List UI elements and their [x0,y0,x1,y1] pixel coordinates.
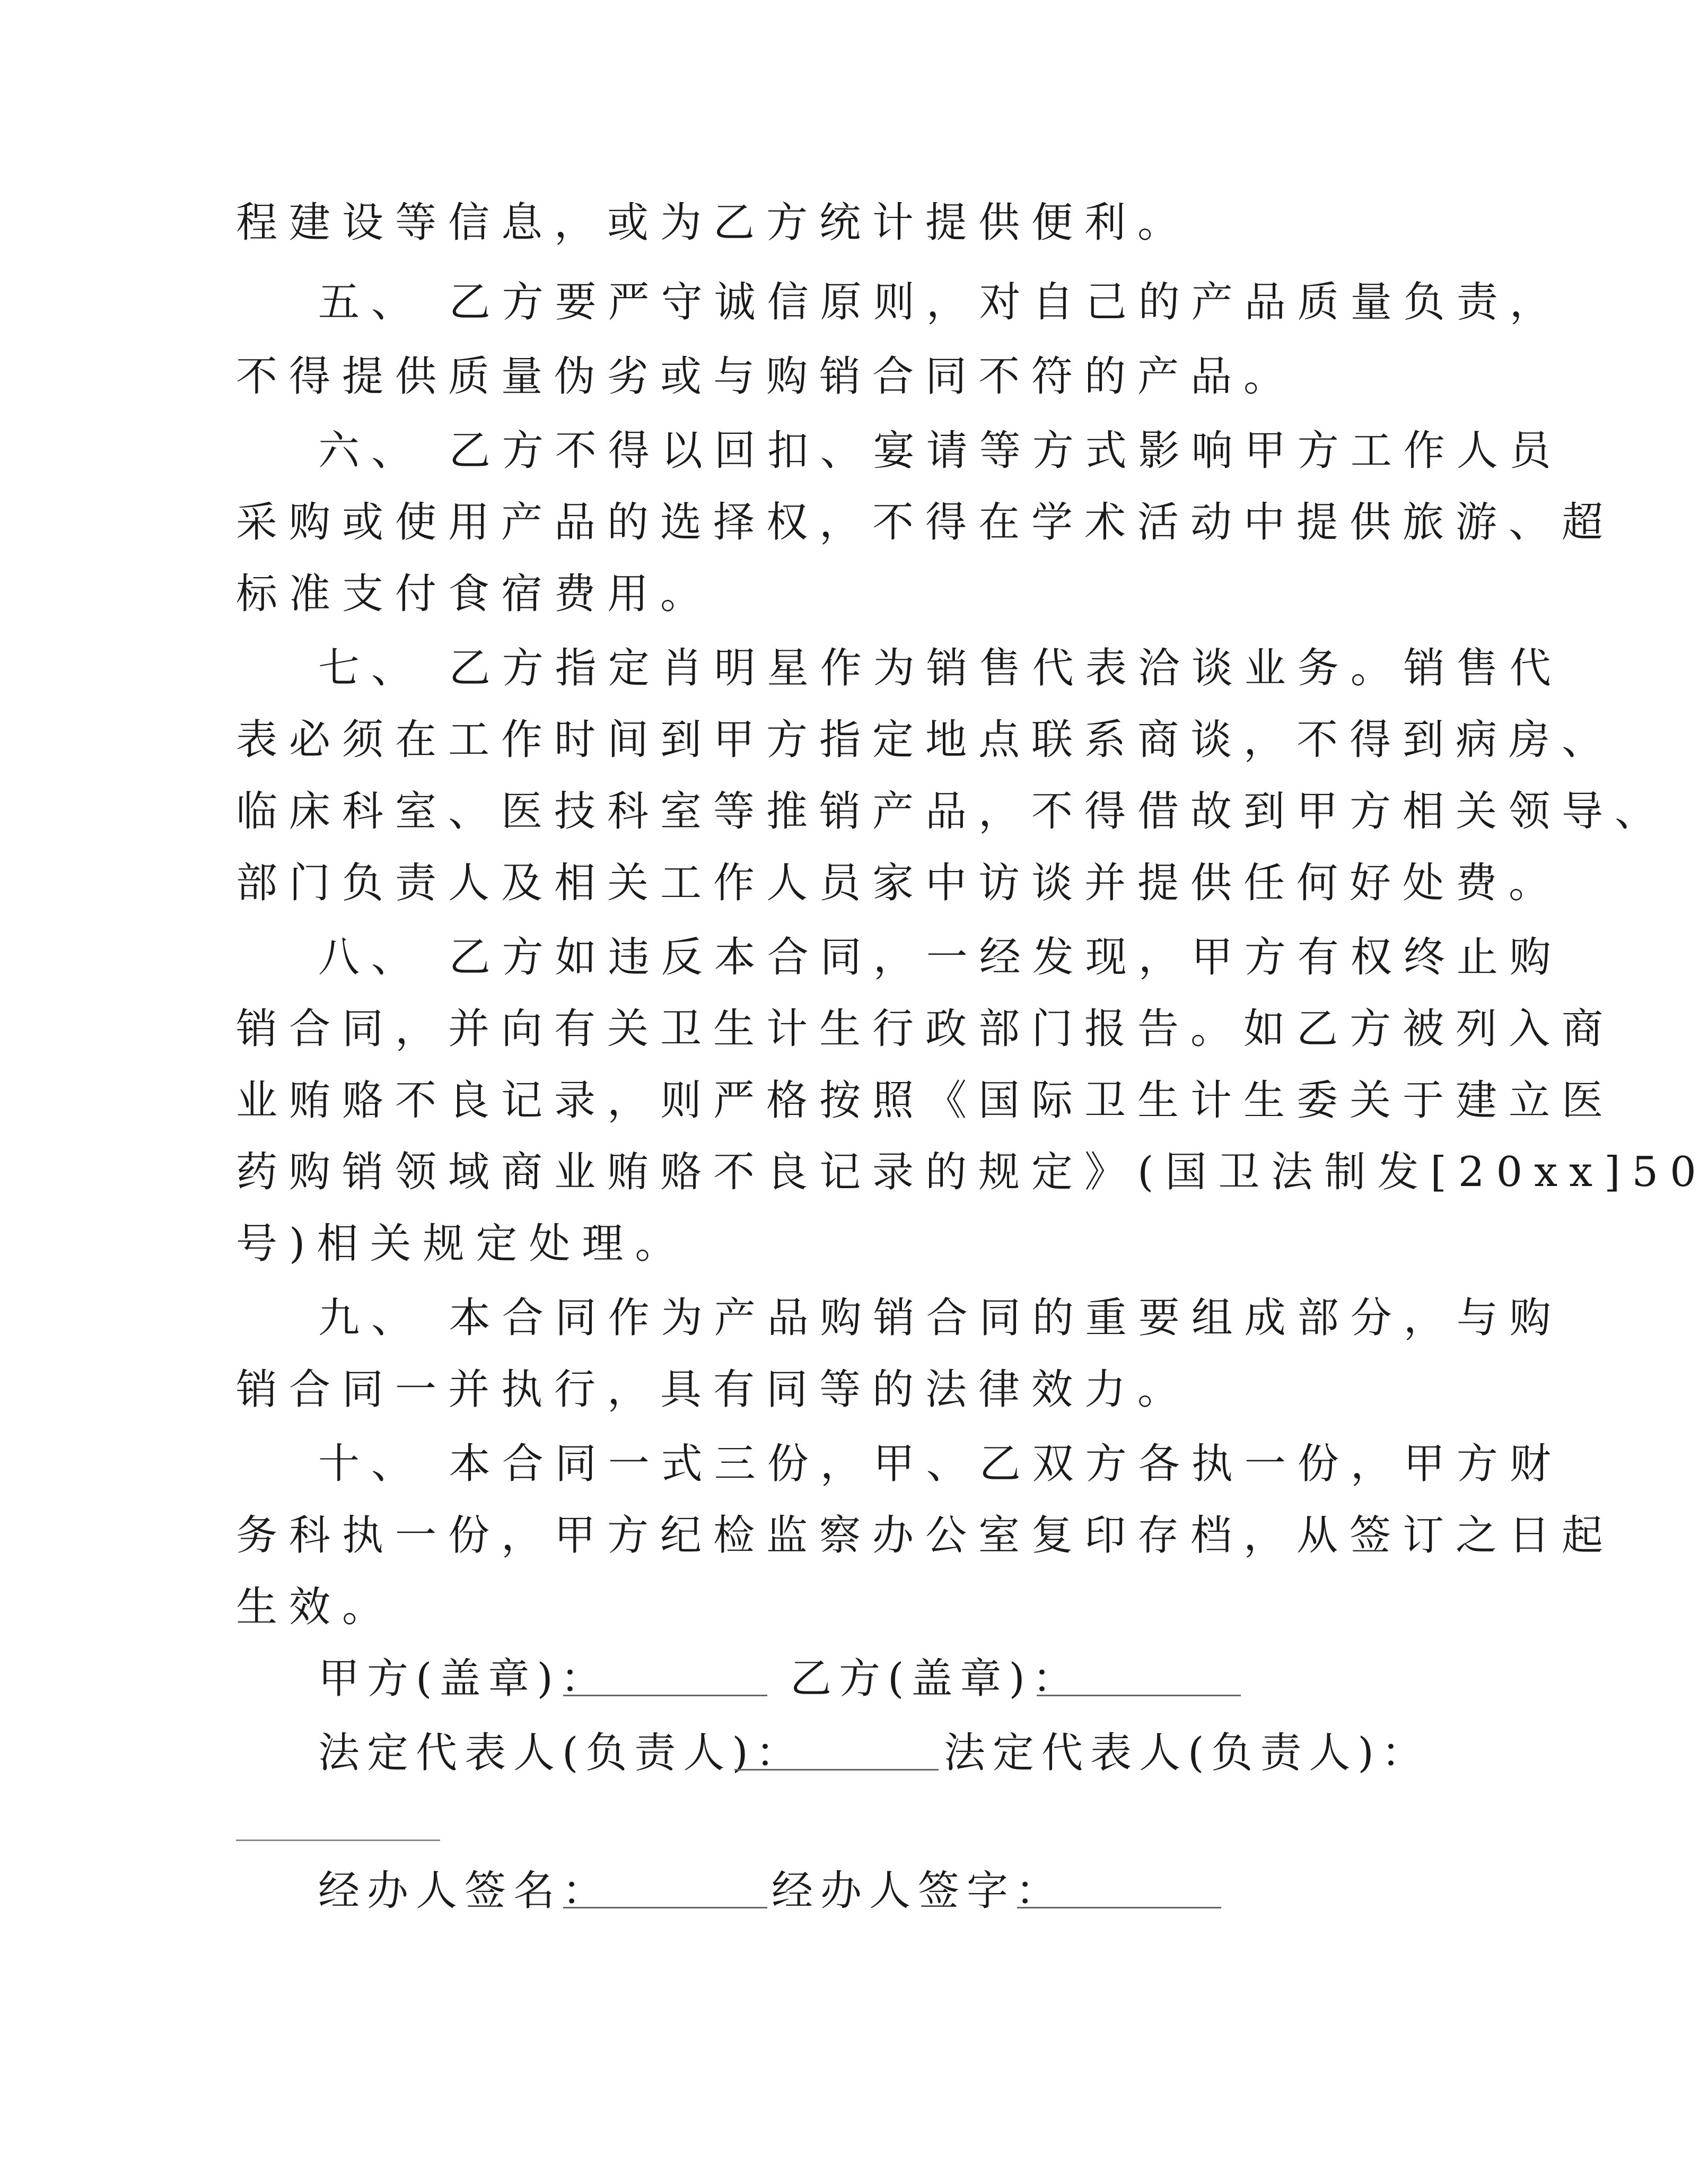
paragraph-line: 采购或使用产品的选择权，不得在学术活动中提供旅游、超 [236,499,1615,546]
handler-sign-label: 经办人签字： [772,1867,1065,1915]
party-b-seal-label: 乙方(盖章)： [790,1655,1081,1703]
handler-sign-name-blank[interactable] [563,1870,767,1908]
paragraph-line: 不得提供质量伪劣或与购销合同不符的产品。 [236,353,1297,400]
legal-rep-a-label: 法定代表人(负责人)： [318,1729,804,1777]
handler-sign-name-label: 经办人签名： [318,1867,611,1915]
paragraph-line: 销合同一并执行，具有同等的法律效力。 [236,1366,1191,1414]
paragraph-line: 业贿赂不良记录，则严格按照《国际卫生计生委关于建立医 [236,1077,1615,1124]
paragraph-line: 销合同，并向有关卫生计生行政部门报告。如乙方被列入商 [236,1005,1615,1053]
party-b-seal-blank[interactable] [1037,1658,1241,1696]
clause-9-line: 九、 本合同作为产品购销合同的重要组成部分，与购 [318,1294,1563,1342]
legal-rep-a-blank[interactable] [734,1732,939,1771]
party-a-seal-label: 甲方(盖章)： [318,1655,609,1703]
party-a-seal-blank[interactable] [563,1658,767,1696]
clause-6-line: 六、 乙方不得以回扣、宴请等方式影响甲方工作人员 [318,427,1563,475]
paragraph-line: 临床科室、医技科室等推销产品，不得借故到甲方相关领导、 [236,788,1668,835]
paragraph-line: 药购销领域商业贿赂不良记录的规定》(国卫法制发[20xx]50 [236,1148,1708,1196]
legal-rep-b-label: 法定代表人(负责人)： [944,1729,1430,1777]
paragraph-line: 生效。 [236,1583,396,1631]
clause-10-line: 十、 本合同一式三份，甲、乙双方各执一份，甲方财 [318,1440,1563,1488]
paragraph-line: 部门负责人及相关工作人员家中访谈并提供任何好处费。 [236,859,1562,907]
paragraph-line: 标准支付食宿费用。 [236,570,714,618]
clause-8-line: 八、 乙方如违反本合同，一经发现，甲方有权终止购 [318,934,1563,981]
paragraph-line: 号)相关规定处理。 [236,1220,688,1268]
clause-5-line: 五、 乙方要严守诚信原则，对自己的产品质量负责， [318,278,1563,326]
legal-rep-b-blank[interactable] [236,1839,440,1841]
paragraph-line: 表必须在工作时间到甲方指定地点联系商谈，不得到病房、 [236,716,1615,764]
paragraph-line: 程建设等信息，或为乙方统计提供便利。 [236,199,1191,247]
clause-7-line: 七、 乙方指定肖明星作为销售代表洽谈业务。销售代 [318,644,1563,692]
handler-sign-blank[interactable] [1017,1870,1221,1908]
paragraph-line: 务科执一份，甲方纪检监察办公室复印存档，从签订之日起 [236,1512,1615,1559]
